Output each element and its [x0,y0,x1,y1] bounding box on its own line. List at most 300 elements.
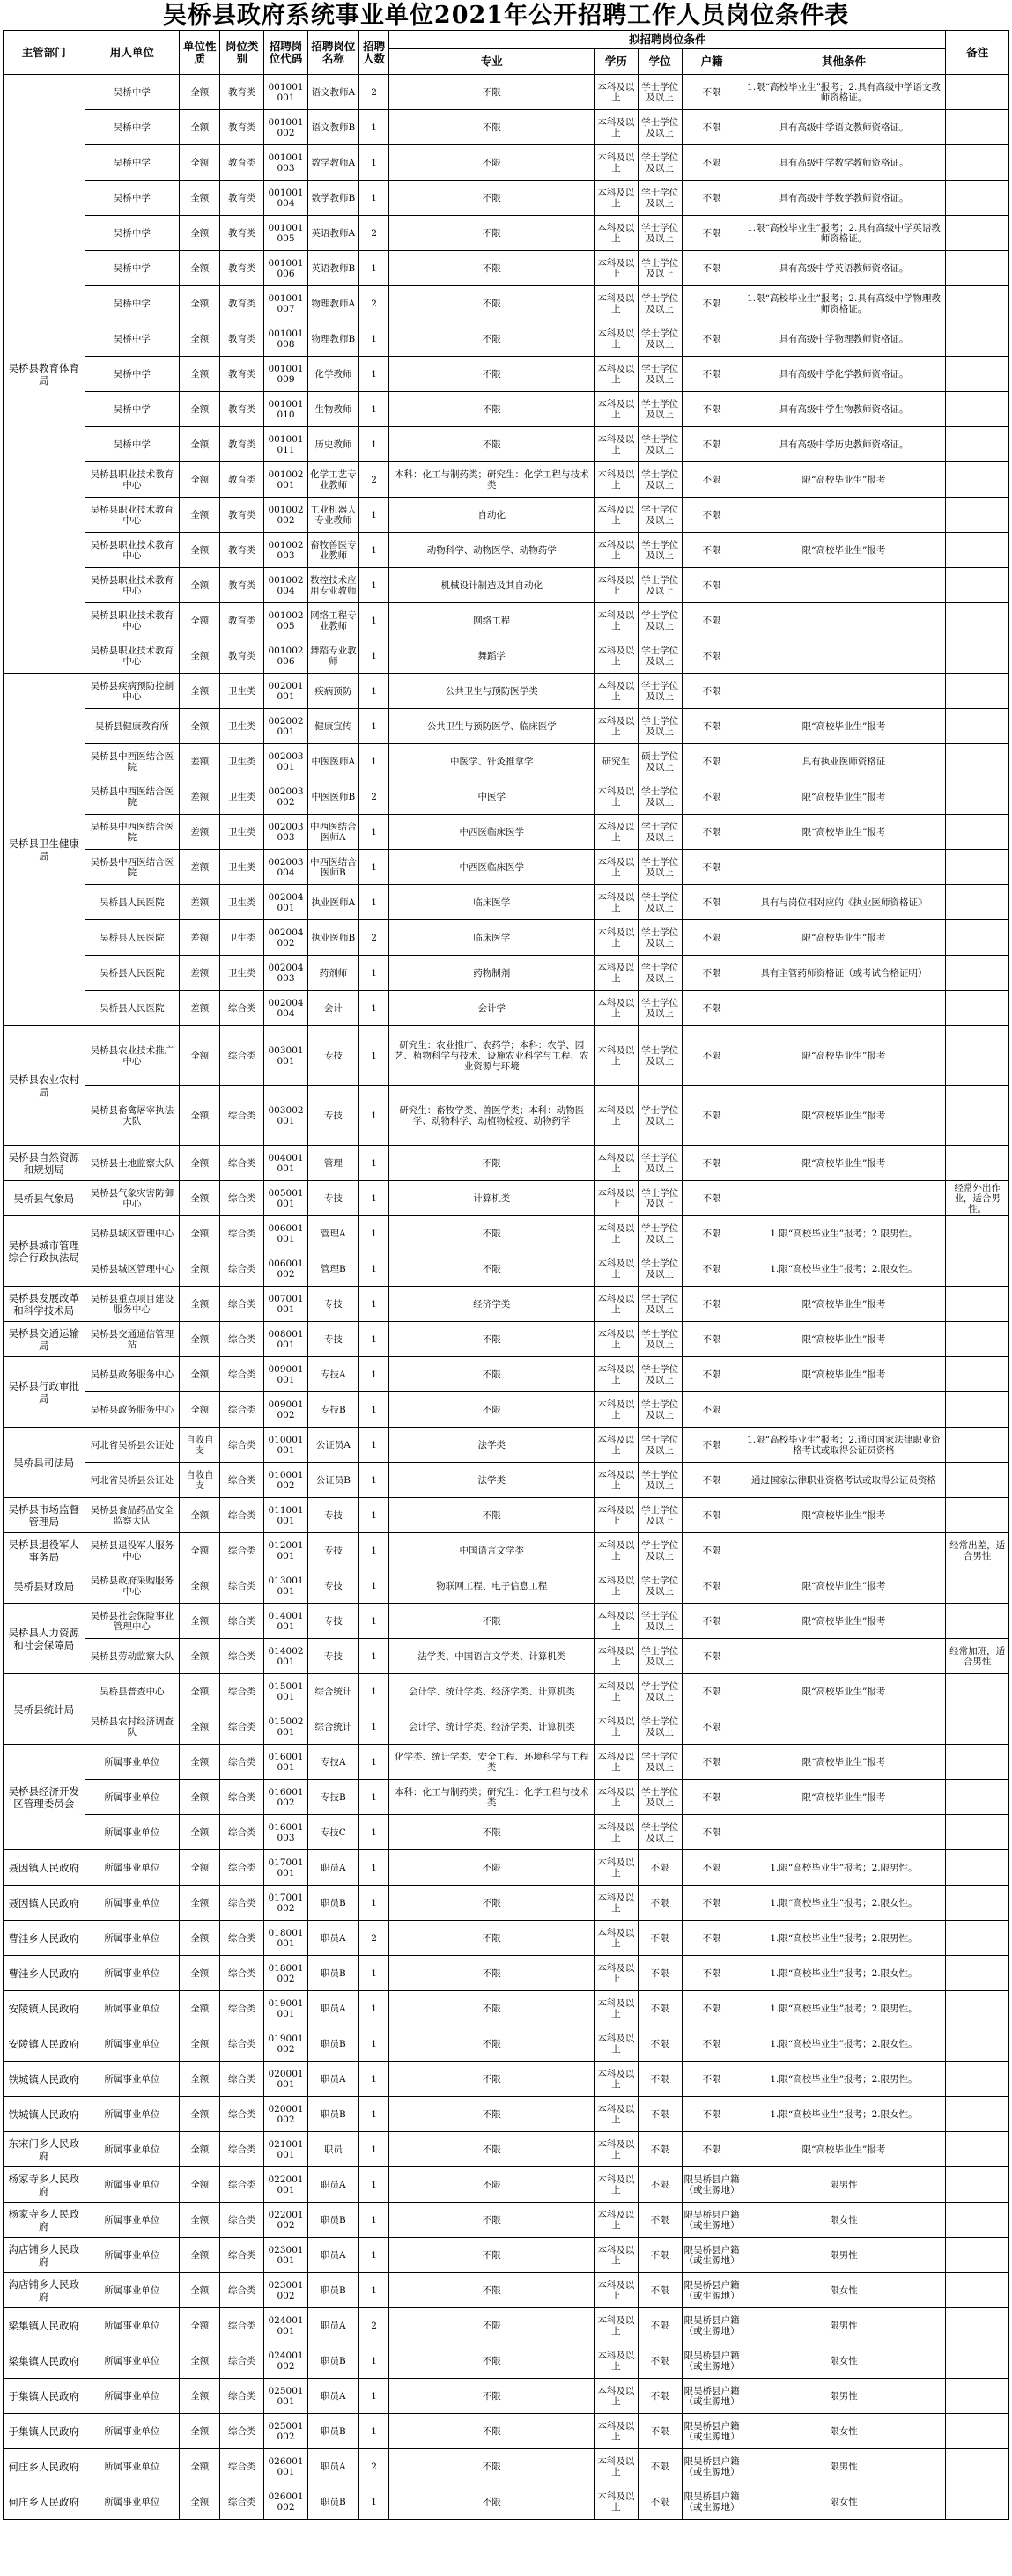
note-cell: 经常加班，适合男性 [946,1639,1009,1674]
other-cell: 限“高校毕业生”报考 [742,1086,945,1146]
note-cell [946,1428,1009,1463]
category-cell: 综合类 [220,1251,264,1287]
hukou-cell: 不限 [682,1850,742,1886]
major-cell: 不限 [389,1850,595,1886]
other-cell: 1.限“高校毕业生”报考；2.限女性。 [742,1251,945,1287]
hukou-cell: 不限 [682,286,742,321]
count-cell: 1 [358,568,389,603]
table-row [4,1780,1009,1815]
degree-cell: 学士学位及以上 [638,1709,682,1745]
education-cell: 本科及以上 [595,850,639,885]
position-cell: 专技 [307,1026,358,1086]
other-cell [742,1181,945,1216]
note-cell [946,1251,1009,1287]
position-cell: 职员A [307,2167,358,2203]
major-cell: 不限 [389,145,595,181]
position-cell: 职员A [307,2062,358,2097]
unit-cell: 所属事业单位 [85,1921,180,1956]
count-cell: 1 [358,1639,389,1674]
code-cell: 022001 002 [264,2203,308,2238]
category-cell: 教育类 [220,568,264,603]
other-cell: 限“高校毕业生”报考 [742,1674,945,1709]
code-cell: 019001 002 [264,2026,308,2062]
position-cell: 管理 [307,1146,358,1181]
position-cell: 职员B [307,2414,358,2449]
education-cell: 本科及以上 [595,533,639,568]
table-row [4,1287,1009,1322]
nature-cell: 全额 [180,1886,220,1921]
degree-cell: 学士学位及以上 [638,1604,682,1639]
degree-cell: 硕士学位及以上 [638,744,682,779]
unit-cell: 所属事业单位 [85,1850,180,1886]
major-cell: 本科：化工与制药类；研究生：化学工程与技术类 [389,462,595,498]
unit-cell: 所属事业单位 [85,2308,180,2343]
table-row [4,75,1009,110]
code-cell: 001001 003 [264,145,308,181]
hukou-cell: 不限 [682,427,742,462]
note-cell [946,181,1009,216]
degree-cell: 不限 [638,2308,682,2343]
count-cell: 1 [358,427,389,462]
other-cell: 1.限“高校毕业生”报考；2.通过国家法律职业资格考试或取得公证员资格 [742,1428,945,1463]
count-cell: 1 [358,1216,389,1251]
degree-cell: 学士学位及以上 [638,603,682,638]
nature-cell: 全额 [180,427,220,462]
unit-cell: 河北省吴桥县公证处 [85,1463,180,1498]
code-cell: 015002 001 [264,1709,308,1745]
major-cell: 不限 [389,2026,595,2062]
table-row [4,1921,1009,1956]
major-cell: 不限 [389,2484,595,2520]
count-cell: 1 [358,2167,389,2203]
degree-cell: 学士学位及以上 [638,1146,682,1181]
education-cell: 本科及以上 [595,1322,639,1357]
category-cell: 综合类 [220,1533,264,1568]
other-cell: 1.限“高校毕业生”报考；2.限女性。 [742,1886,945,1921]
nature-cell: 全额 [180,1815,220,1850]
unit-cell: 吴桥县中西医结合医院 [85,815,180,850]
count-cell: 1 [358,1604,389,1639]
degree-cell: 学士学位及以上 [638,110,682,145]
nature-cell: 全额 [180,603,220,638]
count-cell: 2 [358,1921,389,1956]
hukou-cell: 不限 [682,1086,742,1146]
dept-cell: 吴桥县人力资源和社会保障局 [4,1604,85,1674]
note-cell [946,1745,1009,1780]
other-cell: 限女性 [742,2273,945,2308]
category-cell: 教育类 [220,533,264,568]
other-cell: 通过国家法律职业资格考试或取得公证员资格 [742,1463,945,1498]
dept-cell: 吴桥县教育体育局 [4,75,85,674]
note-cell [946,1216,1009,1251]
education-cell: 本科及以上 [595,2343,639,2379]
count-cell: 1 [358,1674,389,1709]
degree-cell: 不限 [638,2062,682,2097]
unit-cell: 吴桥县健康教育所 [85,709,180,744]
major-cell: 不限 [389,1357,595,1392]
other-cell: 1.限“高校毕业生”报考；2.限女性。 [742,1956,945,1991]
table-row [4,2449,1009,2484]
code-cell: 009001 001 [264,1357,308,1392]
degree-cell: 学士学位及以上 [638,1086,682,1146]
category-cell: 综合类 [220,1216,264,1251]
nature-cell: 全额 [180,2203,220,2238]
note-cell [946,744,1009,779]
nature-cell: 全额 [180,1357,220,1392]
category-cell: 综合类 [220,1991,264,2026]
education-cell: 本科及以上 [595,920,639,956]
dept-cell: 安陵镇人民政府 [4,1991,85,2026]
position-cell: 综合统计 [307,1674,358,1709]
hukou-cell: 不限 [682,1428,742,1463]
degree-cell: 学士学位及以上 [638,956,682,991]
degree-cell: 不限 [638,2379,682,2414]
dept-cell: 吴桥县退役军人事务局 [4,1533,85,1568]
table-row [4,392,1009,427]
nature-cell: 全额 [180,1498,220,1533]
hukou-cell: 不限 [682,1146,742,1181]
note-cell [946,2379,1009,2414]
note-cell [946,1886,1009,1921]
count-cell: 1 [358,1780,389,1815]
position-cell: 药剂师 [307,956,358,991]
other-cell [742,1709,945,1745]
education-cell: 本科及以上 [595,815,639,850]
table-row [4,1026,1009,1086]
category-cell: 综合类 [220,1463,264,1498]
code-cell: 019001 001 [264,1991,308,2026]
education-cell: 本科及以上 [595,1086,639,1146]
unit-cell: 吴桥县社会保险事业管理中心 [85,1604,180,1639]
count-cell: 1 [358,1322,389,1357]
unit-cell: 吴桥县退役军人服务中心 [85,1533,180,1568]
degree-cell: 学士学位及以上 [638,638,682,674]
unit-cell: 吴桥县职业技术教育中心 [85,638,180,674]
dept-cell: 何庄乡人民政府 [4,2484,85,2520]
table-row [4,533,1009,568]
count-cell: 1 [358,815,389,850]
table-row [4,357,1009,392]
count-cell: 1 [358,744,389,779]
table-row [4,251,1009,286]
table-row [4,286,1009,321]
table-row [4,603,1009,638]
degree-cell: 学士学位及以上 [638,1322,682,1357]
other-cell [742,1392,945,1428]
count-cell: 1 [358,392,389,427]
hukou-cell: 不限 [682,1216,742,1251]
other-cell: 限“高校毕业生”报考 [742,1026,945,1086]
major-cell: 研究生：畜牧学类、兽医学类；本科：动物医学、动物科学、动植物检疫、动物药学 [389,1086,595,1146]
table-row [4,1463,1009,1498]
education-cell: 本科及以上 [595,1533,639,1568]
position-cell: 专技 [307,1533,358,1568]
code-cell: 026001 002 [264,2484,308,2520]
table-row [4,709,1009,744]
note-cell [946,145,1009,181]
note-cell [946,533,1009,568]
major-cell: 会计学、统计学类、经济学类、计算机类 [389,1674,595,1709]
hukou-cell: 不限 [682,2062,742,2097]
hukou-cell: 不限 [682,991,742,1026]
major-cell: 药物制剂 [389,956,595,991]
nature-cell: 差额 [180,991,220,1026]
nature-cell: 全额 [180,2097,220,2132]
position-cell: 语文教师B [307,110,358,145]
note-cell [946,2097,1009,2132]
hukou-cell: 不限 [682,2026,742,2062]
degree-cell: 学士学位及以上 [638,991,682,1026]
degree-cell: 学士学位及以上 [638,1463,682,1498]
table-row [4,427,1009,462]
code-cell: 018001 002 [264,1956,308,1991]
dept-cell: 吴桥县交通运输局 [4,1322,85,1357]
code-cell: 006001 001 [264,1216,308,1251]
code-cell: 004001 001 [264,1146,308,1181]
code-cell: 001002 001 [264,462,308,498]
degree-cell: 不限 [638,1886,682,1921]
dept-cell: 聂因镇人民政府 [4,1850,85,1886]
code-cell: 023001 001 [264,2238,308,2273]
nature-cell: 全额 [180,638,220,674]
nature-cell: 全额 [180,533,220,568]
code-cell: 002002 001 [264,709,308,744]
unit-cell: 所属事业单位 [85,2062,180,2097]
count-cell: 2 [358,779,389,815]
degree-cell: 学士学位及以上 [638,920,682,956]
category-cell: 教育类 [220,392,264,427]
unit-cell: 吴桥中学 [85,321,180,357]
major-cell: 不限 [389,2379,595,2414]
category-cell: 教育类 [220,321,264,357]
degree-cell: 不限 [638,2026,682,2062]
education-cell: 本科及以上 [595,2062,639,2097]
note-cell [946,1674,1009,1709]
major-cell: 不限 [389,1956,595,1991]
education-cell: 本科及以上 [595,1181,639,1216]
hukou-cell: 不限 [682,1745,742,1780]
count-cell: 1 [358,1709,389,1745]
degree-cell: 不限 [638,1850,682,1886]
header-other: 其他条件 [742,49,945,75]
nature-cell: 全额 [180,1850,220,1886]
count-cell: 1 [358,2062,389,2097]
degree-cell: 学士学位及以上 [638,1533,682,1568]
major-cell: 不限 [389,2132,595,2167]
degree-cell: 学士学位及以上 [638,1026,682,1086]
major-cell: 不限 [389,427,595,462]
hukou-cell: 不限 [682,603,742,638]
hukou-cell: 不限 [682,638,742,674]
category-cell: 综合类 [220,2308,264,2343]
nature-cell: 自收自支 [180,1463,220,1498]
nature-cell: 全额 [180,2273,220,2308]
table-row [4,2132,1009,2167]
code-cell: 003002 001 [264,1086,308,1146]
count-cell: 1 [358,2379,389,2414]
education-cell: 本科及以上 [595,1991,639,2026]
major-cell: 本科：化工与制药类；研究生：化学工程与技术类 [389,1780,595,1815]
hukou-cell: 不限 [682,1709,742,1745]
nature-cell: 全额 [180,1251,220,1287]
header-nature: 单位性质 [180,31,220,75]
note-cell [946,2414,1009,2449]
position-cell: 职员B [307,2343,358,2379]
dept-cell: 东宋门乡人民政府 [4,2132,85,2167]
table-row [4,498,1009,533]
category-cell: 教育类 [220,75,264,110]
hukou-cell: 不限 [682,1498,742,1533]
category-cell: 综合类 [220,1498,264,1533]
unit-cell: 吴桥县重点项目建设服务中心 [85,1287,180,1322]
note-cell [946,357,1009,392]
hukou-cell: 限吴桥县户籍（或生源地） [682,2414,742,2449]
table-row [4,2414,1009,2449]
table-row [4,462,1009,498]
note-cell [946,2308,1009,2343]
hukou-cell: 不限 [682,674,742,709]
hukou-cell: 不限 [682,2097,742,2132]
code-cell: 001001 010 [264,392,308,427]
other-cell: 1.限“高校毕业生”报考；2.限男性。 [742,1216,945,1251]
table-row [4,110,1009,145]
table-row [4,1322,1009,1357]
table-row [4,744,1009,779]
hukou-cell: 不限 [682,357,742,392]
degree-cell: 学士学位及以上 [638,1428,682,1463]
degree-cell: 不限 [638,2484,682,2520]
count-cell: 1 [358,956,389,991]
unit-cell: 吴桥县劳动监察大队 [85,1639,180,1674]
position-cell: 生物教师 [307,392,358,427]
code-cell: 015001 001 [264,1674,308,1709]
count-cell: 1 [358,603,389,638]
note-cell [946,75,1009,110]
category-cell: 综合类 [220,1780,264,1815]
other-cell: 限“高校毕业生”报考 [742,462,945,498]
education-cell: 本科及以上 [595,1463,639,1498]
education-cell: 本科及以上 [595,1745,639,1780]
nature-cell: 全额 [180,251,220,286]
position-cell: 综合统计 [307,1709,358,1745]
degree-cell: 学士学位及以上 [638,181,682,216]
other-cell: 具有高级中学物理教师资格证。 [742,321,945,357]
code-cell: 001001 004 [264,181,308,216]
other-cell: 具有高级中学化学教师资格证。 [742,357,945,392]
table-row [4,216,1009,251]
unit-cell: 吴桥中学 [85,251,180,286]
hukou-cell: 不限 [682,1815,742,1850]
header-degree: 学位 [638,49,682,75]
major-cell: 中西医临床医学 [389,850,595,885]
note-cell [946,392,1009,427]
major-cell: 不限 [389,2308,595,2343]
nature-cell: 全额 [180,2343,220,2379]
count-cell: 2 [358,2308,389,2343]
education-cell: 本科及以上 [595,1287,639,1322]
table-row [4,1392,1009,1428]
category-cell: 综合类 [220,1357,264,1392]
dept-cell: 安陵镇人民政府 [4,2026,85,2062]
major-cell: 中西医临床医学 [389,815,595,850]
table-row [4,145,1009,181]
note-cell [946,2449,1009,2484]
nature-cell: 全额 [180,1709,220,1745]
nature-cell: 全额 [180,357,220,392]
unit-cell: 所属事业单位 [85,1886,180,1921]
major-cell: 不限 [389,1322,595,1357]
degree-cell: 不限 [638,2238,682,2273]
degree-cell: 不限 [638,2343,682,2379]
code-cell: 001001 005 [264,216,308,251]
degree-cell: 学士学位及以上 [638,145,682,181]
note-cell [946,1146,1009,1181]
hukou-cell: 不限 [682,1287,742,1322]
table-row [4,2484,1009,2520]
hukou-cell: 不限 [682,1921,742,1956]
education-cell: 本科及以上 [595,1815,639,1850]
education-cell: 本科及以上 [595,181,639,216]
unit-cell: 吴桥县人民医院 [85,920,180,956]
unit-cell: 所属事业单位 [85,2414,180,2449]
category-cell: 综合类 [220,1181,264,1216]
category-cell: 卫生类 [220,956,264,991]
position-cell: 职员B [307,1956,358,1991]
major-cell: 不限 [389,251,595,286]
category-cell: 综合类 [220,1146,264,1181]
count-cell: 1 [358,110,389,145]
major-cell: 会计学 [389,991,595,1026]
other-cell: 具有高级中学数学教师资格证。 [742,181,945,216]
education-cell: 本科及以上 [595,357,639,392]
other-cell: 具有主管药师资格证（或考试合格证明） [742,956,945,991]
major-cell: 化学类、统计学类、安全工程、环境科学与工程类 [389,1745,595,1780]
header-major: 专业 [389,49,595,75]
hukou-cell: 不限 [682,1604,742,1639]
hukou-cell: 不限 [682,1357,742,1392]
table-row [4,2062,1009,2097]
category-cell: 综合类 [220,1639,264,1674]
degree-cell: 学士学位及以上 [638,1780,682,1815]
code-cell: 013001 001 [264,1568,308,1604]
code-cell: 024001 002 [264,2343,308,2379]
table-row [4,1216,1009,1251]
degree-cell: 学士学位及以上 [638,885,682,920]
category-cell: 卫生类 [220,815,264,850]
header-dept: 主管部门 [4,31,85,75]
category-cell: 教育类 [220,357,264,392]
major-cell: 不限 [389,1921,595,1956]
major-cell: 不限 [389,2238,595,2273]
position-cell: 会计 [307,991,358,1026]
table-row [4,1428,1009,1463]
code-cell: 022001 001 [264,2167,308,2203]
table-row [4,1181,1009,1216]
unit-cell: 吴桥县城区管理中心 [85,1216,180,1251]
note-cell [946,1392,1009,1428]
position-cell: 中西医结合医师A [307,815,358,850]
position-cell: 公证员A [307,1428,358,1463]
nature-cell: 全额 [180,1533,220,1568]
degree-cell: 不限 [638,2132,682,2167]
education-cell: 本科及以上 [595,1498,639,1533]
position-cell: 职员A [307,2379,358,2414]
dept-cell: 杨家寺乡人民政府 [4,2167,85,2203]
nature-cell: 差额 [180,920,220,956]
dept-cell: 铁城镇人民政府 [4,2062,85,2097]
major-cell: 不限 [389,1146,595,1181]
note-cell [946,920,1009,956]
